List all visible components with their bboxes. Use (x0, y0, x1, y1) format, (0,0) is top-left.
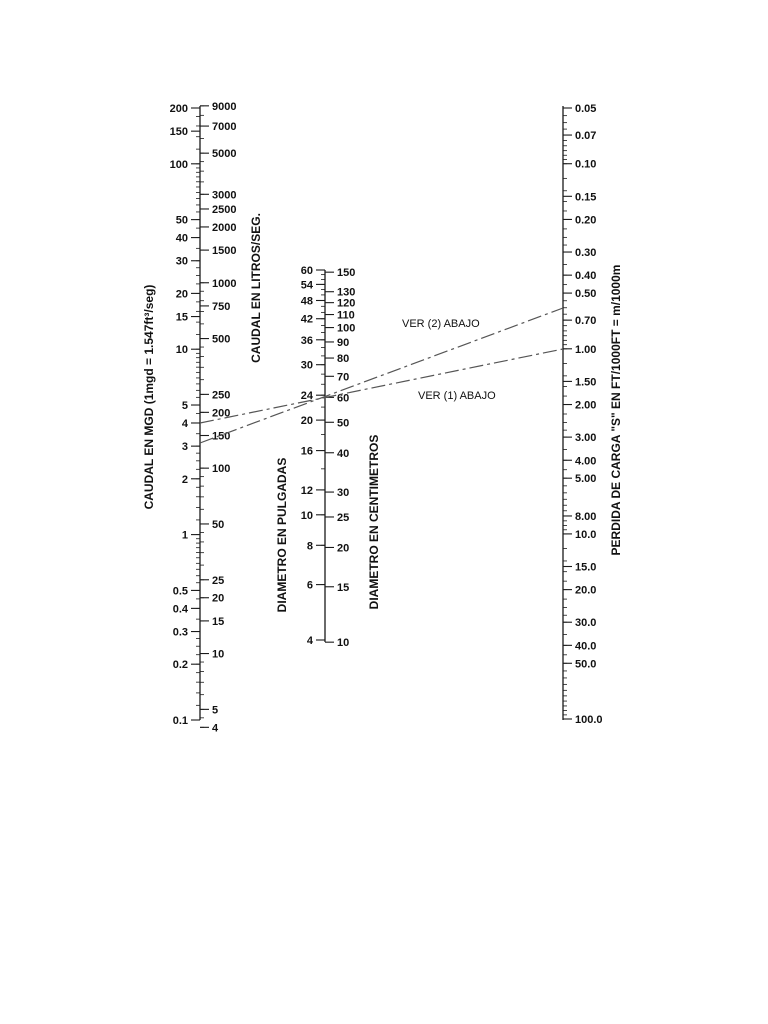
lps-tick-label-25: 25 (212, 574, 225, 587)
inches-scale (301, 265, 325, 647)
loss-tick-label-2-00: 2.00 (575, 399, 597, 412)
loss-tick-label-0-15: 0.15 (575, 191, 597, 204)
loss-tick-label-0-10: 0.10 (575, 158, 597, 171)
cm-tick-label-110: 110 (337, 309, 355, 322)
mgd-tick-label-150: 150 (169, 126, 188, 139)
mgd-tick-label-50: 50 (175, 214, 188, 227)
inches-tick-label-36: 36 (300, 334, 313, 347)
mgd-tick-label-2: 2 (181, 473, 188, 486)
lps-tick-label-50: 50 (212, 518, 225, 531)
loss-axis-title: PERDIDA DE CARGA "S" EN FT/1000FT = m/1000m (609, 264, 623, 556)
loss-tick-label-0-07: 0.07 (575, 130, 597, 143)
inches-tick-label-12: 12 (300, 484, 313, 497)
mgd-tick-label-0-5: 0.5 (172, 585, 188, 598)
ver-1-abajo-note: VER (1) ABAJO (418, 390, 496, 402)
loss-tick-label-0-50: 0.50 (575, 288, 597, 301)
lps-tick-label-5: 5 (212, 704, 219, 717)
cm-tick-label-25: 25 (337, 511, 350, 524)
cm-tick-label-20: 20 (337, 542, 350, 555)
lps-tick-label-3000: 3000 (212, 189, 237, 202)
loss-tick-label-5-00: 5.00 (575, 473, 597, 486)
mgd-tick-label-40: 40 (175, 232, 188, 245)
cm-tick-label-120: 120 (337, 297, 356, 310)
mgd-tick-label-5: 5 (181, 400, 188, 413)
lps-tick-label-2500: 2500 (212, 203, 237, 216)
inches-tick-label-4: 4 (306, 635, 313, 647)
mgd-tick-label-0-1: 0.1 (172, 715, 188, 727)
loss-tick-label-40-0: 40.0 (575, 640, 597, 653)
inches-tick-label-60: 60 (300, 265, 313, 277)
loss-tick-label-1-00: 1.00 (575, 343, 597, 356)
lps-tick-label-150: 150 (212, 430, 231, 443)
lps-tick-label-500: 500 (212, 333, 231, 346)
loss-tick-label-4-00: 4.00 (575, 455, 597, 468)
loss-tick-label-100-0: 100.0 (575, 714, 603, 726)
cm-tick-label-60: 60 (337, 392, 350, 405)
mgd-tick-label-0-2: 0.2 (172, 659, 188, 672)
mgd-tick-label-1: 1 (181, 529, 188, 542)
mgd-tick-label-15: 15 (175, 311, 188, 324)
mgd-tick-label-200: 200 (169, 103, 188, 115)
lps-tick-label-100: 100 (212, 463, 231, 476)
mgd-tick-label-0-3: 0.3 (172, 626, 188, 639)
lps-tick-label-4: 4 (212, 722, 219, 735)
loss-tick-label-1-50: 1.50 (575, 376, 597, 389)
lps-tick-label-10: 10 (212, 648, 225, 661)
inches-tick-label-42: 42 (300, 313, 313, 326)
mgd-axis-title: CAUDAL EN MGD (1mgd = 1.547ft³/seg) (142, 284, 156, 510)
lps-tick-label-20: 20 (212, 592, 225, 605)
cm-tick-label-100: 100 (337, 322, 356, 335)
inches-axis-title: DIAMETRO EN PULGADAS (275, 457, 289, 613)
mgd-tick-label-3: 3 (181, 441, 188, 454)
cm-tick-label-80: 80 (337, 353, 350, 366)
cm-tick-label-90: 90 (337, 336, 350, 349)
loss-tick-label-0-30: 0.30 (575, 247, 597, 260)
lps-scale (200, 101, 236, 734)
loss-tick-label-20-0: 20.0 (575, 584, 597, 597)
loss-tick-label-3-00: 3.00 (575, 432, 597, 445)
inches-tick-label-8: 8 (306, 540, 313, 553)
cm-tick-label-70: 70 (337, 371, 350, 384)
lps-tick-label-1000: 1000 (212, 277, 237, 290)
inches-tick-label-54: 54 (300, 279, 313, 292)
ver-2-abajo-note: VER (2) ABAJO (402, 318, 480, 330)
loss-tick-label-50-0: 50.0 (575, 658, 597, 671)
loss-tick-label-0-05: 0.05 (575, 103, 597, 115)
lps-axis-title: CAUDAL EN LITROS/SEG. (249, 213, 263, 363)
lps-tick-label-200: 200 (212, 407, 231, 420)
cm-tick-label-40: 40 (337, 447, 350, 460)
cm-axis-title: DIAMETRO EN CENTIMETROS (367, 434, 381, 610)
mgd-tick-label-0-4: 0.4 (172, 603, 188, 616)
cm-tick-label-50: 50 (337, 417, 350, 430)
mgd-tick-label-20: 20 (175, 288, 188, 301)
lps-tick-label-15: 15 (212, 615, 225, 628)
cm-scale (325, 267, 355, 649)
loss-scale (563, 103, 603, 726)
cm-tick-label-130: 130 (337, 286, 356, 299)
loss-tick-label-0-20: 0.20 (575, 214, 597, 227)
cm-tick-label-30: 30 (337, 487, 350, 500)
loss-tick-label-0-40: 0.40 (575, 270, 597, 283)
cm-tick-label-15: 15 (337, 581, 350, 594)
mgd-tick-label-100: 100 (169, 158, 188, 171)
cm-tick-label-150: 150 (337, 267, 356, 280)
loss-tick-label-10-0: 10.0 (575, 528, 597, 541)
lps-tick-label-1500: 1500 (212, 245, 237, 258)
loss-tick-label-0-70: 0.70 (575, 315, 597, 328)
lps-tick-label-7000: 7000 (212, 121, 237, 134)
inches-tick-label-16: 16 (300, 445, 313, 458)
mgd-tick-label-30: 30 (175, 255, 188, 268)
cm-tick-label-10: 10 (337, 637, 350, 650)
mgd-tick-label-10: 10 (175, 344, 188, 357)
inches-tick-label-30: 30 (300, 359, 313, 372)
loss-tick-label-30-0: 30.0 (575, 617, 597, 630)
lps-tick-label-250: 250 (212, 389, 231, 402)
inches-tick-label-10: 10 (300, 509, 313, 522)
mgd-scale (170, 103, 200, 727)
loss-tick-label-8-00: 8.00 (575, 510, 597, 523)
inches-tick-label-20: 20 (300, 415, 313, 428)
inches-tick-label-48: 48 (300, 295, 313, 308)
loss-tick-label-15-0: 15.0 (575, 561, 597, 574)
lps-tick-label-5000: 5000 (212, 148, 237, 161)
lps-tick-label-2000: 2000 (212, 221, 237, 234)
mgd-tick-label-4: 4 (181, 417, 188, 430)
inches-tick-label-6: 6 (306, 579, 313, 592)
inches-tick-label-24: 24 (300, 390, 313, 403)
lps-tick-label-750: 750 (212, 300, 231, 313)
lps-tick-label-9000: 9000 (212, 100, 237, 113)
